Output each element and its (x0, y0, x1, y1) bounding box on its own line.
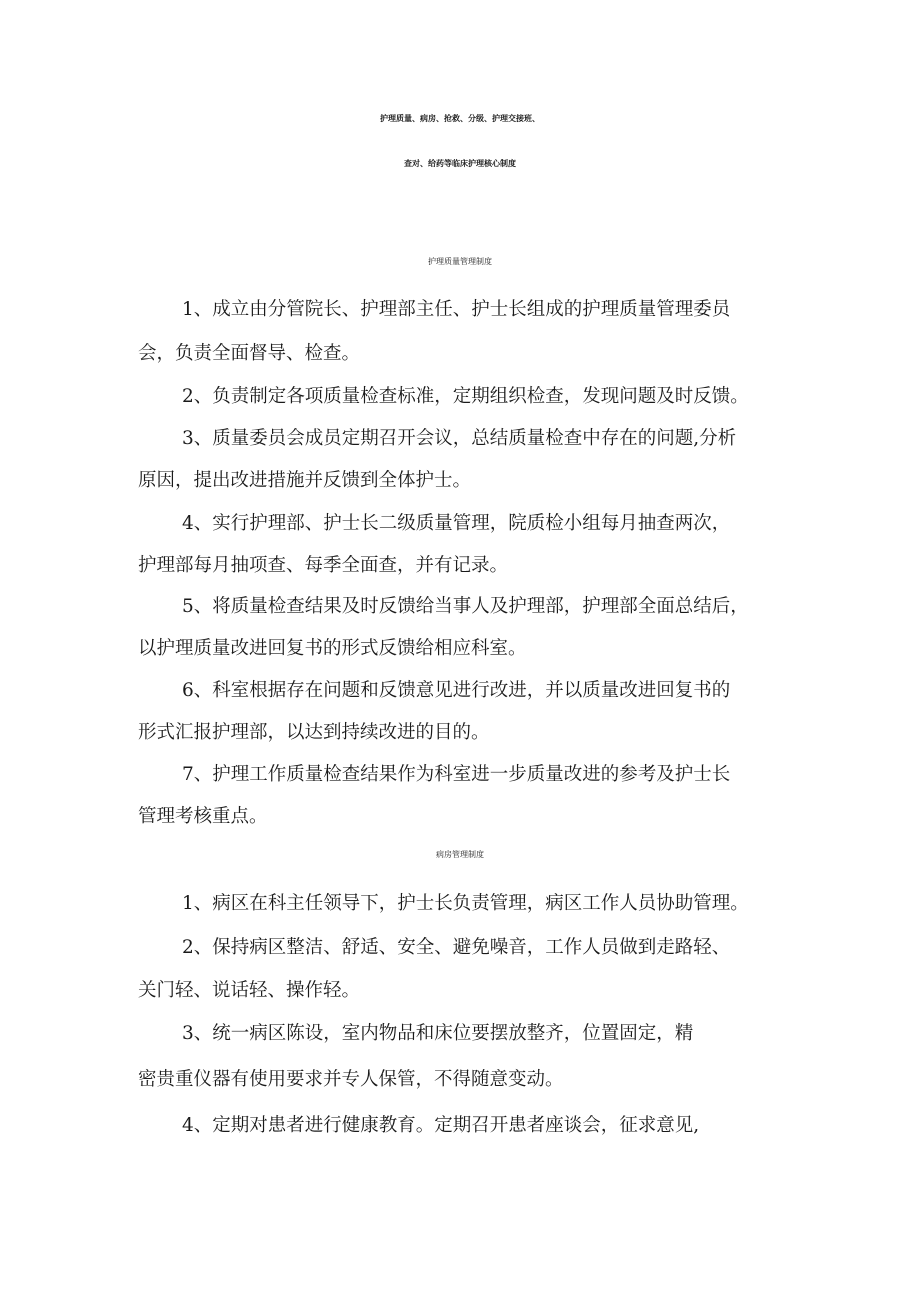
paragraph-line: 形式汇报护理部，以达到持续改进的目的。 (138, 722, 490, 743)
paragraph-line: 3、统一病区陈设，室内物品和床位要摆放整齐，位置固定，精 (182, 1023, 694, 1044)
paragraph-line: 7、护理工作质量检查结果作为科室进一步质量改进的参考及护士长 (182, 764, 731, 785)
section-heading-nursing-quality: 护理质量管理制度 (428, 257, 492, 266)
paragraph-line: 2、保持病区整洁、舒适、安全、避免噪音，工作人员做到走路轻、 (182, 937, 731, 958)
section-heading-ward-management: 病房管理制度 (436, 850, 484, 859)
paragraph-line: 5、将质量检查结果及时反馈给当事人及护理部，护理部全面总结后， (182, 596, 749, 617)
paragraph-line: 以护理质量改进回复书的形式反馈给相应科室。 (138, 638, 527, 659)
paragraph-line: 管理考核重点。 (138, 806, 268, 827)
paragraph-line: 3、质量委员会成员定期召开会议，总结质量检查中存在的问题,分析 (182, 428, 737, 449)
document-title-line-1: 护理质量、病房、抢救、分级、护理交接班、 (380, 114, 540, 123)
paragraph-line: 1、病区在科主任领导下，护士长负责管理，病区工作人员协助管理。 (182, 893, 749, 914)
paragraph-line: 密贵重仪器有使用要求并专人保管，不得随意变动。 (138, 1069, 564, 1090)
paragraph-line: 护理部每月抽项查、每季全面查，并有记录。 (138, 555, 509, 576)
document-title-line-2: 查对、给药等临床护理核心制度 (404, 159, 516, 168)
paragraph-line: 6、科室根据存在问题和反馈意见进行改进，并以质量改进回复书的 (182, 680, 731, 701)
paragraph-line: 关门轻、说话轻、操作轻。 (138, 980, 361, 1001)
paragraph-line: 2、负责制定各项质量检查标准，定期组织检查，发现问题及时反馈。 (182, 386, 749, 407)
paragraph-line: 原因，提出改进措施并反馈到全体护士。 (138, 470, 472, 491)
paragraph-line: 会，负责全面督导、检查。 (138, 343, 361, 364)
paragraph-line: 1、成立由分管院长、护理部主任、护士长组成的护理质量管理委员 (182, 299, 731, 320)
paragraph-line: 4、定期对患者进行健康教育。定期召开患者座谈会，征求意见, (182, 1115, 700, 1136)
paragraph-line: 4、实行护理部、护士长二级质量管理，院质检小组每月抽查两次， (182, 513, 731, 534)
